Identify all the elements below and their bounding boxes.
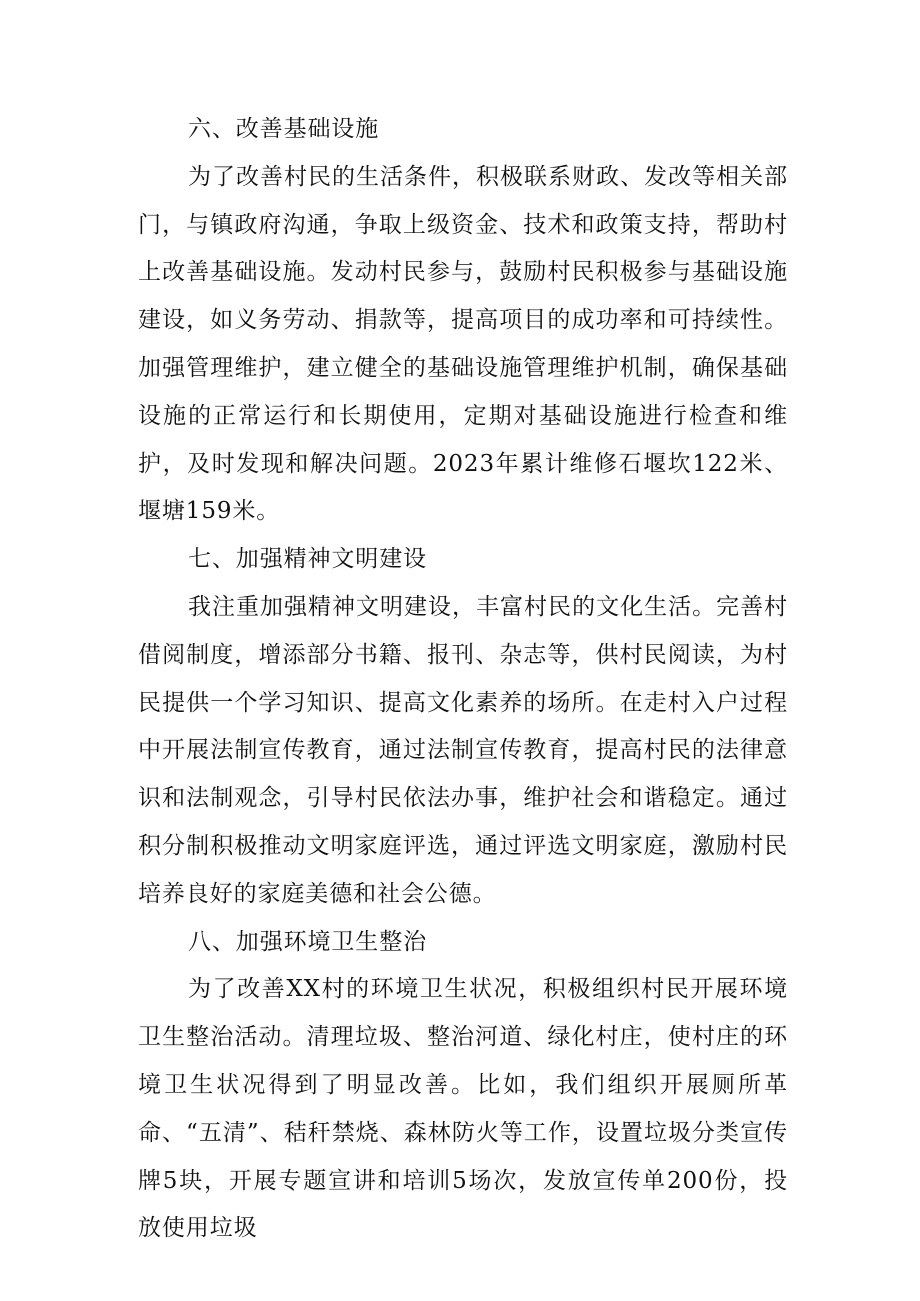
- section-heading-environment: 八、加强环境卫生整治: [188, 928, 427, 955]
- document-body: [138, 106, 788, 1253]
- section-paragraph-infrastructure: 为了改善村民的生活条件，积极联系财政、发改等相关部门，与镇政府沟通，争取上级资金、技术和政策支持，帮助村上改善基础设施。发动村民参与，鼓励村民积极参与基础设施建设，如义务劳动、捐款等，提高项目的成功率和可持续性。加强管理维护，建立健全的基础设施管理维护机制，确保基础设施的正常运行和长期使用，定期对基础设施进行检查和维护，及时发现和解决问题。2023年累计维修石堰坎122米、堰塘159米。: [138, 163, 788, 525]
- section-paragraph-civilization: 我注重加强精神文明建设，丰富村民的文化生活。完善村借阅制度，增添部分书籍、报刊、杂志等，供村民阅读，为村民提供一个学习知识、提高文化素养的场所。在走村入户过程中开展法制宣传教育，通过法制宣传教育，提高村民的法律意识和法制观念，引导村民依法办事，维护社会和谐稳定。通过积分制积极推动文明家庭评选，通过评选文明家庭，激励村民培养良好的家庭美德和社会公德。: [138, 593, 788, 907]
- section-heading-civilization: 七、加强精神文明建设: [188, 546, 427, 573]
- section-heading-infrastructure: 六、改善基础设施: [188, 116, 380, 142]
- section-paragraph-environment: 为了改善XX村的环境卫生状况，积极组织村民开展环境卫生整治活动。清理垃圾、整治河道、绿化村庄，使村庄的环境卫生状况得到了明显改善。比如，我们组织开展厕所革命、“五清”、秸秆禁烧、森林防火等工作，设置垃圾分类宣传牌5块，开展专题宣讲和培训5场次，发放宣传单200份，投放使用垃圾: [138, 976, 788, 1242]
